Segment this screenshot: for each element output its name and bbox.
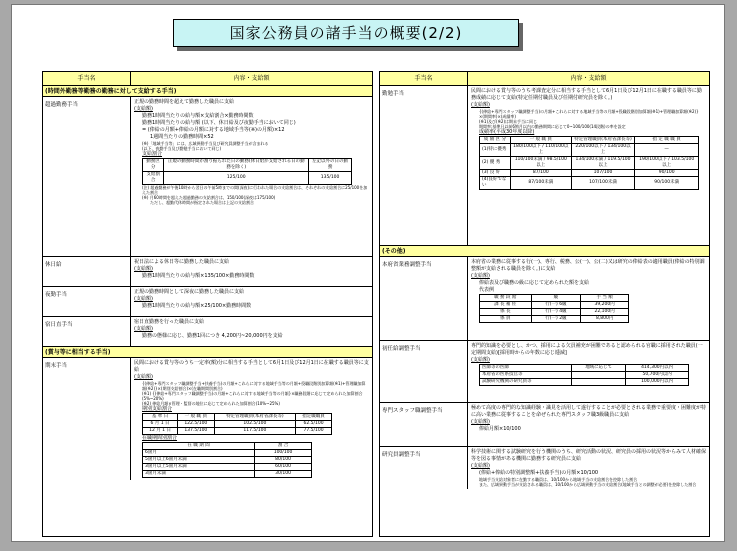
note: 期間率:基準日以前6箇月以内の勤務期間に応じて0~100/100(14段階)の率を設定	[479, 124, 626, 129]
note: (※1)及び(※2)は期末手当に同じ	[479, 119, 538, 124]
table-cell: 12 月 1 日	[143, 428, 178, 435]
row-desc: 宿日直勤務を行った職員に支給	[134, 319, 205, 325]
table-header: 特定管理職員(本府省課長等)	[571, 137, 635, 144]
note: (注) 超過勤務が午後10時から翌日の午前5時までの間(深夜)に行われた場合の支給割合は、それぞれの支給割合に25/100を加えた割合	[142, 185, 368, 195]
overtime-rate-table	[142, 158, 352, 185]
section-overtime: (時間外勤務等勤務の勤務に対して支給する手当)	[43, 86, 372, 97]
row-name: 期末手当	[43, 358, 131, 480]
note: (※)「地域手当等」には、広域異動手当及び研究員調整手当が含まれる	[142, 141, 269, 146]
table-header: 級	[531, 295, 581, 302]
performance-rate-table	[479, 136, 699, 190]
right-header	[380, 72, 709, 86]
row-content	[131, 257, 372, 286]
row-desc: 民間における賞与等のうち一定率(額)分に相当する手当として6月1日及び12月1日に在職する職員等に支給	[134, 360, 369, 373]
table-caption: 期別支給割合	[142, 406, 173, 412]
table-caption: 在職期間別割合	[142, 435, 178, 441]
table-cell: —	[635, 144, 699, 157]
row-bonus	[43, 358, 372, 480]
note: また、広域異動手当が支給される職員は、10/100から広域異動手当の支給割合(地域手当との調整が必要)を控除した割合	[479, 482, 697, 487]
table-cell	[572, 372, 626, 379]
table-cell: 180/100以下 / 110/100以上	[510, 144, 571, 157]
table-row	[480, 365, 689, 372]
table-cell: 50,700円以内	[626, 372, 689, 379]
table-cell: 220/100以下 / 134/100以上	[571, 144, 635, 157]
amount-label: (支給額)	[471, 419, 490, 425]
period-rate-table	[142, 442, 312, 478]
amount-label: (支給額)	[471, 273, 490, 279]
table-row	[143, 464, 312, 471]
table-cell: 行(一) 6級	[531, 302, 581, 309]
table-cell: 90/100未満	[635, 177, 699, 190]
row-content	[131, 287, 372, 316]
left-column	[42, 71, 373, 537]
table-cell: 60/100	[255, 464, 312, 471]
table-cell: 地域に応じて	[572, 365, 626, 372]
table-cell: 支給割合	[143, 172, 164, 185]
row-ministry	[380, 257, 709, 341]
table-cell: 本府省の医系技官等	[480, 372, 572, 379]
row-night	[43, 287, 372, 317]
table-cell: 30/100	[255, 471, 312, 478]
table-cell: 110/100未満 / 98.5/100以上	[510, 157, 571, 170]
table-header: 成 績 区 分	[480, 137, 511, 144]
row-diligence	[380, 86, 709, 246]
row-desc: 本府省の業務に従事する行(一)、専行、税務、公(一)、公(二)又は研究の俸給表の適用職員(俸給の特別調整額が支給される職員を除く。)に支給	[471, 259, 705, 272]
row-desc: 民間における賞与等のうち考課査定分に相当する手当として6月1日及び12月1日に在職する職員等に勤務成績に応じて支給(特定任期付職員及び任期付研究員を除く。)	[471, 88, 702, 101]
row-name: 宿日直手当	[43, 317, 131, 346]
table-header: 一 般 職 員	[178, 414, 215, 421]
row-content	[468, 447, 709, 489]
table-row	[143, 421, 332, 428]
table-row	[480, 157, 699, 170]
initial-salary-table	[479, 364, 689, 386]
row-desc: 専門的知識を必要とし、かつ、採用による欠員補充が困難であると認められる官職に採用された職員(一定期間支給)[採用時からの年数に応じ逓減]	[471, 343, 703, 356]
section-bonus: (賞与等に相当する手当)	[43, 347, 372, 358]
row-holiday	[43, 257, 372, 287]
amount-label: (支給額)	[134, 266, 153, 272]
table-cell: 125/100	[164, 172, 309, 185]
table-cell: 100/100	[255, 450, 312, 457]
row-content	[131, 97, 372, 256]
table-caption: 代表例	[479, 287, 495, 293]
formula: 1週間当たりの勤務時間×52	[150, 134, 214, 140]
table-header: 一 般 職 員	[510, 137, 571, 144]
right-column	[379, 71, 710, 537]
note: (※) 月60時間を超えた超過勤務の支給割合は、150/100(深夜は175/100)	[142, 195, 276, 200]
table-cell: 87/100	[510, 170, 571, 177]
table-row	[480, 379, 689, 386]
table-cell: 134/100未満 / 119.5/100以上	[571, 157, 635, 170]
row-name: 研究員調整手当	[380, 447, 468, 489]
table-cell: 62.5/100	[296, 421, 332, 428]
formula: 勤務1時間当たりの給与額 (以下、休日給及び夜勤手当において同じ)	[142, 120, 296, 126]
table-header: 割 合	[255, 443, 312, 450]
table-row	[143, 450, 312, 457]
row-overtime	[43, 97, 372, 257]
table-cell: 行(一) 2級	[531, 316, 581, 323]
table-caption: 支給割合	[142, 151, 163, 157]
row-duty	[43, 317, 372, 347]
table-header: 指 定 職 職 員	[635, 137, 699, 144]
row-initial	[380, 341, 709, 403]
ministry-example-table	[479, 294, 629, 323]
right-header-name: 手当名	[380, 72, 468, 85]
table-header: 職 務 段 階	[480, 295, 532, 302]
table-header: 指定職職員	[296, 414, 332, 421]
note: 地域手当支給対象者に在勤する職員は、10/100から地域手当の支給割合を控除した割合	[479, 477, 638, 482]
table-cell: 6 月 1 日	[143, 421, 178, 428]
left-header	[43, 72, 372, 86]
formula: (俸給+俸給の特別調整額+扶養手当)の月額×10/100	[479, 470, 599, 476]
formula: {(俸給+専門スタッフ職調整手当+扶養手当)の月額+これらに対する地域手当等の月額+役職段階別加算額(※1)+管理職加算額(※2)}×(期別支給割合)×(在職期間別割合)	[142, 381, 366, 391]
table-cell: (4)良好でない	[480, 177, 511, 190]
table-cell: 課 長 補 佐	[480, 302, 532, 309]
table-header: 特定管理職員(本府省課長等)	[214, 414, 296, 421]
table-cell: 414,300円以内	[626, 365, 689, 372]
table-row	[480, 170, 699, 177]
left-header-content: 内容・支給額	[233, 75, 270, 82]
row-name: 専門スタッフ職調整手当	[380, 403, 468, 446]
row-name: 夜勤手当	[43, 287, 131, 316]
table-cell: 190/100以下 / 103.5/100以上	[635, 157, 699, 170]
table-row	[480, 302, 629, 309]
formula: 俸給月額×10/100	[479, 426, 521, 432]
row-desc: 祝日法による休日等に勤務した職員に支給	[134, 259, 230, 265]
table-cell: 係 員	[480, 316, 532, 323]
amount-label: (支給額)	[471, 463, 490, 469]
table-cell: 122.5/100	[178, 421, 215, 428]
formula: 勤務1時間当たりの給与額×支給割合×勤務時間数	[142, 113, 254, 119]
row-content	[468, 257, 709, 340]
table-row	[480, 177, 699, 190]
section-other: (その他)	[380, 246, 709, 257]
row-name: 本府省業務調整手当	[380, 257, 468, 340]
table-row	[480, 316, 629, 323]
table-row	[143, 428, 332, 435]
table-header: 基 準 日	[143, 414, 178, 421]
amount-label: (支給額)	[134, 326, 153, 332]
table-row	[143, 471, 312, 478]
table-cell: 90/100	[635, 170, 699, 177]
page-title: 国家公務員の諸手当の概要(2/2)	[173, 19, 519, 47]
row-content	[131, 317, 372, 346]
table-cell: 試験研究機関の研究員等	[480, 379, 572, 386]
row-name: 休日給	[43, 257, 131, 286]
table-caption: 成績率(平成30年度以降)	[479, 129, 535, 135]
table-cell: 5箇月以上6箇月未満	[143, 457, 255, 464]
row-content	[468, 86, 709, 245]
table-cell: 100,000円以内	[626, 379, 689, 386]
table-header: 勤務区分	[143, 159, 164, 172]
table-header: 在 職 期 間	[143, 443, 255, 450]
note: (※2) 俸給月額×管理・監督の地位に応じて定められた加算割合(10%~25%)	[142, 401, 280, 406]
row-research	[380, 447, 709, 489]
table-cell: 117.5/100	[214, 428, 296, 435]
table-cell: 80/100	[255, 457, 312, 464]
row-desc: 正規の勤務時間を超えて勤務した職員に支給	[134, 99, 235, 105]
amount-label: (支給額)	[134, 374, 153, 380]
left-header-name: 手当名	[43, 72, 131, 85]
table-row	[480, 372, 689, 379]
table-cell: 87/100未満	[510, 177, 571, 190]
table-cell: 6箇月	[143, 450, 255, 457]
table-cell	[572, 379, 626, 386]
row-name: 初任給調整手当	[380, 341, 468, 402]
table-row	[480, 144, 699, 157]
table-header: 左記以外の日の勤務	[309, 159, 352, 172]
document-page	[11, 4, 725, 542]
table-row	[480, 309, 629, 316]
table-cell: 135/100	[309, 172, 352, 185]
amount-label: (支給額)	[471, 357, 490, 363]
table-cell: 係 長	[480, 309, 532, 316]
row-desc: 極めて高度の専門的な知識経験・識見を活用して遂行することが必要とされる業務で重要度・困難度が特に高い業務に従事することを命ぜられた専門スタッフ職3級職員に支給	[471, 405, 707, 418]
table-cell: 137.5/100	[178, 428, 215, 435]
row-content	[468, 403, 709, 446]
table-cell: 107/100未満	[571, 177, 635, 190]
formula: 勤務の態様に応じ、勤務1回につき 4,200円~20,000円を支給	[142, 333, 283, 339]
note: (※1) {(俸給+専門スタッフ職調整手当)の月額+これらに対する地域手当等の月額}×職務段階に応じて定められた加算割合(5%~20%)	[142, 391, 363, 401]
table-cell: 行(一) 4級	[531, 309, 581, 316]
table-header: 正規の勤務時間が割り振られた日の勤務(休日給が支給される日の勤務を除く)	[164, 159, 309, 172]
table-cell: (2) 優 秀	[480, 157, 511, 170]
formula: 勤務1時間当たりの給与額×135/100×勤務時間数	[142, 273, 255, 279]
row-staff	[380, 403, 709, 447]
bonus-rate-table	[142, 413, 332, 435]
note: (以下、夜勤手当及び勤勉手当において同じ)	[142, 146, 222, 151]
table-cell: 77.5/100	[296, 428, 332, 435]
formula: 俸給表及び職務の級に応じて定められた額を支給	[479, 280, 590, 286]
table-cell: 3箇月以上5箇月未満	[143, 464, 255, 471]
table-cell: 8,800円	[581, 316, 629, 323]
table-header: 手 当 額	[581, 295, 629, 302]
right-header-content: 内容・支給額	[570, 75, 607, 82]
table-cell: 医師等の医師	[480, 365, 572, 372]
table-cell: (1)特に優秀	[480, 144, 511, 157]
amount-label: (支給額)	[134, 296, 153, 302]
note: ただし、超勤代休時間が指定された場合は上記の支給割合	[150, 200, 254, 205]
row-name: 勤勉手当	[380, 86, 468, 245]
table-cell: 22,100円	[581, 309, 629, 316]
row-desc: 正規の勤務時間として深夜に勤務した職員に支給	[134, 289, 245, 295]
table-cell: 107/100	[571, 170, 635, 177]
table-cell: 102.5/100	[214, 421, 296, 428]
table-cell: (3) 良 好	[480, 170, 511, 177]
table-cell: 3箇月未満	[143, 471, 255, 478]
row-content	[468, 341, 709, 402]
formula: {(俸給+専門スタッフ職調整手当)の月額+これらに対する地域手当等の月額+役職段階別加算額(※1)+管理職加算額(※2)}×(期間率)×(成績率)	[479, 109, 699, 119]
formula: 勤務1時間当たりの給与額×25/100×勤務時間数	[142, 303, 252, 309]
amount-label: (支給額)	[134, 106, 153, 112]
formula: = (俸給の月額+俸給の月額に対する地域手当等(※)の月額)×12	[142, 127, 285, 133]
row-name: 超過勤務手当	[43, 97, 131, 256]
table-cell: 39,200円	[581, 302, 629, 309]
table-row	[143, 457, 312, 464]
amount-label: (支給額)	[471, 102, 490, 108]
row-content	[131, 358, 372, 480]
row-desc: 科学技術に関する試験研究を行う機関のうち、研究活動の状況、研究員の採用の状況等からみて人材確保等を図る事情がある機関に勤務する研究員に支給	[471, 449, 707, 462]
